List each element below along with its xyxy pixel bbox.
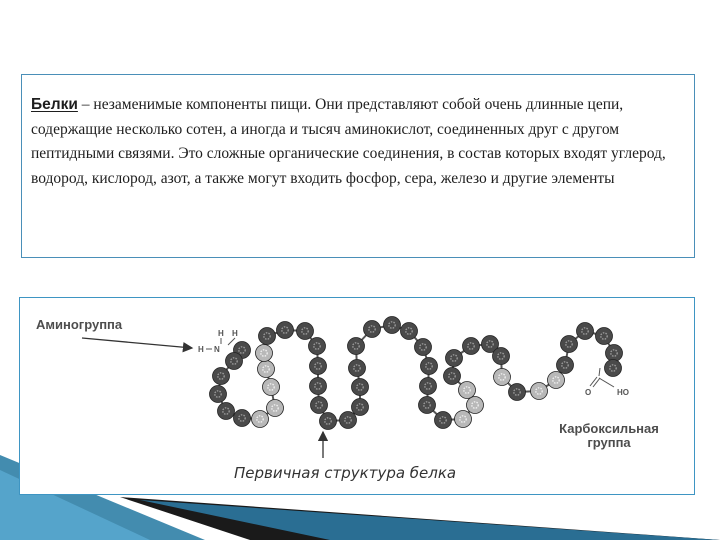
amino-acid-residue-light [263, 379, 280, 396]
carboxyl-o-atom: O [585, 388, 592, 397]
amino-group-label: Аминогруппа [36, 317, 123, 332]
amino-acid-residue-dark [384, 317, 401, 334]
definition-box [21, 74, 695, 258]
amino-acid-residue-dark [310, 378, 327, 395]
amino-acid-residue-dark [349, 360, 366, 377]
amino-acid-residue-dark [557, 357, 574, 374]
amino-acid-residue-dark [419, 397, 436, 414]
amino-acid-residue-dark [320, 413, 337, 430]
amino-acid-residue-dark [213, 368, 230, 385]
carboxyl-oh-atom: HO [617, 388, 629, 397]
amino-acid-residue-dark [277, 322, 294, 339]
amino-acid-residue-dark [493, 348, 510, 365]
amino-acid-residue-dark [420, 378, 437, 395]
carboxyl-label-line1: Карбоксильная [559, 421, 659, 436]
amino-acid-residue-dark [352, 399, 369, 416]
amino-acid-residue-light [459, 382, 476, 399]
amino-acid-residue-dark [561, 336, 578, 353]
amino-h-left: H [198, 345, 204, 354]
definition-text: – незаменимые компоненты пищи. Они представляют собой очень длинные цепи, содержащие несколько сотен, а иногда и тысяч аминокислот, соединенных друг с другом пептидными связями. Это сложные органические соединения, в состав которых входят углерод, водород, кислород, азот, а также могут входить фосфор, сера, железо и другие элементы [31, 96, 666, 187]
amino-n-atom: N [214, 345, 220, 354]
amino-h-top-right: H [232, 329, 238, 338]
amino-acid-residue-dark [226, 353, 243, 370]
carboxyl-label-line2: группа [587, 435, 631, 450]
amino-acid-residue-light [531, 383, 548, 400]
amino-acid-residue-dark [311, 397, 328, 414]
amino-acid-residue-dark [446, 350, 463, 367]
term-belki: Белки [31, 96, 78, 113]
amino-acid-residue-dark [463, 338, 480, 355]
amino-acid-residue-dark [352, 379, 369, 396]
amino-acid-residue-dark [435, 412, 452, 429]
amino-acid-residue-light [256, 345, 273, 362]
amino-acid-residue-dark [340, 412, 357, 429]
amino-acid-residue-dark [415, 339, 432, 356]
amino-acid-residue-light [267, 400, 284, 417]
amino-acid-residue-dark [596, 328, 613, 345]
amino-acid-residue-light [467, 397, 484, 414]
amino-h-top-left: H [218, 329, 224, 338]
amino-acid-residue-light [494, 369, 511, 386]
amino-acid-residue-dark [259, 328, 276, 345]
amino-acid-residue-dark [605, 360, 622, 377]
amino-acid-residue-dark [444, 368, 461, 385]
amino-acid-residue-dark [421, 358, 438, 375]
amino-acid-residue-dark [310, 358, 327, 375]
amino-acid-residue-dark [309, 338, 326, 355]
amino-arrow [82, 338, 192, 348]
amino-acid-residue-light [455, 411, 472, 428]
amino-acid-residue-dark [577, 323, 594, 340]
amino-acid-residue-light [258, 361, 275, 378]
amino-acid-residue-dark [218, 403, 235, 420]
amino-acid-residue-dark [297, 323, 314, 340]
figure-caption: Первичная структура белка [234, 464, 457, 482]
amino-acid-residue-dark [348, 338, 365, 355]
amino-acid-residue-dark [606, 345, 623, 362]
protein-figure [19, 297, 695, 495]
amino-acid-residue-light [548, 372, 565, 389]
amino-acid-residue-dark [509, 384, 526, 401]
carboxyl-group-label [544, 422, 674, 450]
amino-acid-residue-dark [401, 323, 418, 340]
amino-acid-residue-dark [210, 386, 227, 403]
amino-acid-residue-dark [234, 410, 251, 427]
amino-acid-residue-light [252, 411, 269, 428]
amino-acid-residue-dark [364, 321, 381, 338]
